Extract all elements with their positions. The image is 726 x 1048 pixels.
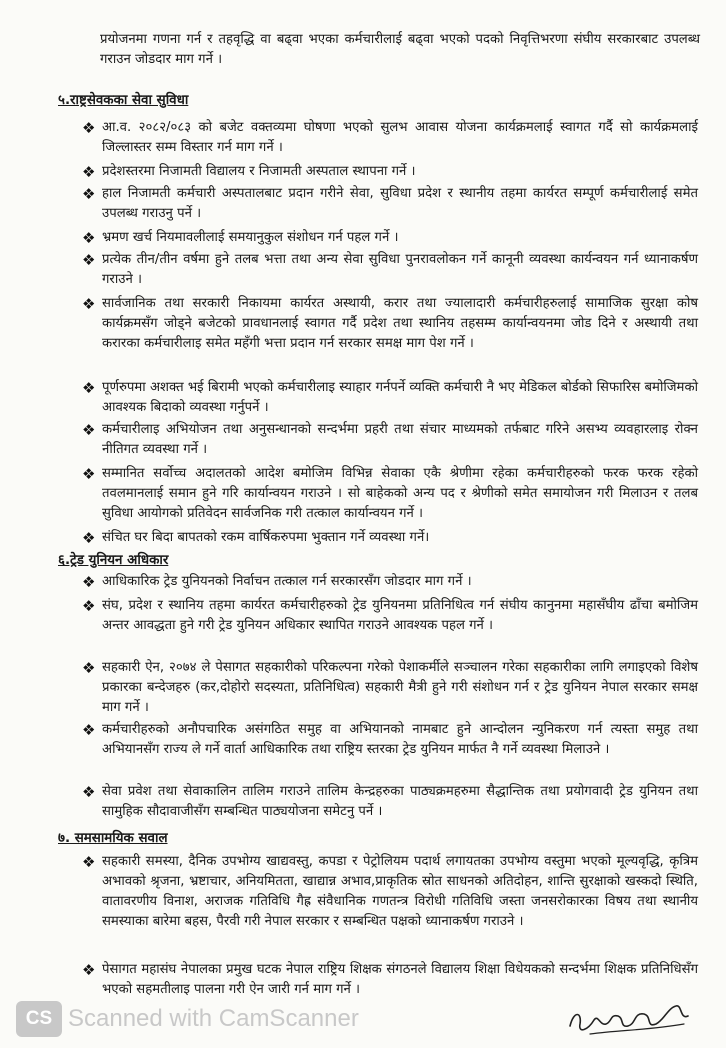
bullet-icon: ❖: [82, 783, 96, 801]
section-heading-trade-union: ६.ट्रेड युनियन अधिकार: [58, 553, 169, 568]
list-item: [82, 420, 698, 460]
list-item: [82, 852, 698, 932]
list-item-text: आधिकारिक ट्रेड युनियनको निर्वाचन तत्काल गर्न सरकारसँग जोडदार माग गर्ने ।: [102, 574, 472, 589]
list-item: [82, 528, 698, 548]
list-item: [82, 294, 698, 354]
bullet-icon: ❖: [82, 185, 96, 203]
bullet-icon: ❖: [82, 229, 96, 247]
bullet-icon: ❖: [82, 597, 96, 615]
camscanner-logo: CS: [16, 1001, 62, 1037]
list-item-text: भ्रमण खर्च नियमावलीलाई समयानुकुल संशोधन गर्न पहल गर्ने ।: [102, 230, 399, 245]
intro-paragraph: प्रयोजनमा गणना गर्न र तहवृद्धि वा बढ्‍वा भएका कर्मचारीलाई बढ्‍वा भएको पदको निवृत्तिभरणा संघीय सरकारबाट उपलब्ध गराउन जोडदार माग गर्ने ।: [100, 32, 700, 67]
list-item-text: पेसागत महासंघ नेपालका प्रमुख घटक नेपाल राष्ट्रिय शिक्षक संगठनले विद्यालय शिक्षा विधेयकको सन्दर्भमा शिक्षक प्रतिनिधिसँग भएको सहमतीलाइ पालना गरी ऐन जारी गर्न माग गर्ने ।: [102, 962, 698, 997]
list-item: [82, 464, 698, 524]
list-item-text: हाल निजामती कर्मचारी अस्पतालबाट प्रदान गरीने सेवा, सुविधा प्रदेश र स्थानीय तहमा कार्यरत सम्पूर्ण कर्मचारीलाई समेत उपलब्ध गराउनु पर्ने ।: [102, 186, 698, 221]
list-item: [82, 658, 698, 718]
list-item: [82, 378, 698, 418]
bullet-icon: ❖: [82, 961, 96, 979]
bullet-icon: ❖: [82, 119, 96, 137]
bullet-icon: ❖: [82, 465, 96, 483]
list-item-text: सम्मानित सर्वोच्च अदालतको आदेश बमोजिम विभिन्न सेवाका एकै श्रेणीमा रहेका कर्मचारीहरुको फरक फरक रहेको तवलमानलाई समान हुने गरि कार्यान्वयन गराउने । सो बाहेकको अन्य पद र श्रेणीको समेत समायोजन गरी मिलाउन र तलब सुविधा आयोगको प्रतिवेदन सार्वजनिक गरी तत्काल कार्यान्वयन गर्ने ।: [102, 466, 698, 521]
bullet-icon: ❖: [82, 721, 96, 739]
list-item-text: संचित घर बिदा बापतको रकम वार्षिकरुपमा भुक्तान गर्ने व्यवस्था गर्ने।: [102, 530, 430, 545]
bullet-icon: ❖: [82, 379, 96, 397]
list-item-text: संघ, प्रदेश र स्थानिय तहमा कार्यरत कर्मचारीहरुको ट्रेड युनियनमा प्रतिनिधित्व गर्न संघीय कानुनमा महासँघीय ढाँचा बमोजिम अन्तर आवद्धता हुने गरी ट्रेड युनियन अधिकार स्थापित गराउने आवश्यक पहल गर्ने ।: [102, 598, 698, 633]
bullet-icon: ❖: [82, 295, 96, 313]
list-item-text: सहकारी समस्या, दैनिक उपभोग्य खाद्यवस्तु, कपडा र पेट्रोलियम पदार्थ लगायतका उपभोग्य वस्तुमा भएको मूल्यवृद्धि, कृत्रिम अभावको श्रृजना, भ्रष्टाचार, अनियमितता, खाद्यान्न अभाव,प्राकृतिक स्रोत साधनको अतिदोहन, शान्ति सुरक्षाको खस्कदो स्थिति, वातावरणीय विनाश, अराजक गतिविधि गैह्र संवैधानिक गणतन्त्र विरोधी गतिविधि जस्ता जनसरोकारका विषय तथा स्थानीय समस्याका बारेमा बहस, पैरवी गरी नेपाल सरकार र सम्बन्धित पक्षको ध्यानाकर्षण गराउने ।: [102, 854, 698, 929]
list-item: [82, 250, 698, 290]
list-item: [82, 720, 698, 760]
bullet-icon: ❖: [82, 421, 96, 439]
list-item: [82, 596, 698, 636]
list-item-text: कर्मचारीहरुको अनौपचारिक असंगठित समुह वा अभियानको नामबाट हुने आन्दोलन न्युनिकरण गर्न त्यस्ता समुह तथा अभियानसँग राज्य ले गर्ने वार्ता आधिकारिक तथा राष्ट्रिय स्तरका ट्रेड युनियन मार्फत नै गर्ने व्यवस्था मिलाउने ।: [102, 722, 698, 757]
list-item-text: सार्वजानिक तथा सरकारी निकायमा कार्यरत अस्थायी, करार तथा ज्यालादारी कर्मचारीहरुलाई सामाजिक सुरक्षा कोष कार्यक्रमसँग जोड्ने बजेटको प्रावधानलाई स्वागत गर्दै प्रदेश तथा स्थानिय तहसम्म कार्यान्वयनमा जोड दिने र अस्थायी तथा करारका कर्मचारीलाइ समेत महँगी भत्ता प्रदान गर्न सरकार समक्ष माग पेश गर्ने ।: [102, 296, 698, 351]
list-item-text: सेवा प्रवेश तथा सेवाकालिन तालिम गराउने तालिम केन्द्रहरुका पाठ्यक्रमहरुमा सैद्धान्तिक तथा प्रयोगवादी ट्रेड युनियन तथा सामुहिक सौदावाजीसँग सम्बन्धित पाठ्ययोजना समेटनु पर्ने ।: [102, 784, 698, 819]
list-item-text: आ.व. २०८२/०८३ को बजेट वक्तव्यमा घोषणा भएको सुलभ आवास योजना कार्यक्रमलाई स्वागत गर्दै सो कार्यक्रमलाई जिल्लास्तर सम्म विस्तार गर्न माग गर्ने ।: [102, 120, 698, 155]
bullet-icon: ❖: [82, 573, 96, 591]
bullet-icon: ❖: [82, 659, 96, 677]
list-item: [82, 162, 698, 182]
section-heading-benefits: ५.राष्ट्रसेवकका सेवा सुविधा: [58, 93, 189, 108]
list-item: [82, 118, 698, 158]
list-item: [82, 228, 698, 248]
bullet-icon: ❖: [82, 529, 96, 547]
list-item-text: सहकारी ऐन, २०७४ ले पेसागत सहकारीको परिकल्पना गरेको पेशाकर्मीले सञ्चालन गरेका सहकारीका लागि लगाइएको विशेष प्रकारका बन्देजहरु (कर,दोहोरो सदस्यता, प्रतिनिधित्व) सहकारी मैत्री हुने गरी संशोधन गर्न र ट्रेड युनियन नेपाल सरकार समक्ष माग गर्ने ।: [102, 660, 698, 715]
scanner-watermark: Scanned with CamScanner: [68, 1005, 359, 1032]
list-item-text: प्रदेशस्तरमा निजामती विद्यालय र निजामती अस्पताल स्थापना गर्ने ।: [102, 164, 416, 179]
signature-icon: [560, 990, 700, 1042]
list-item-text: पूर्णरुपमा अशक्त भई बिरामी भएको कर्मचारीलाइ स्याहार गर्नपर्ने व्यक्ति कर्मचारी नै भए मेडिकल बोर्डको सिफारिस बमोजिमको आवश्यक बिदाको व्यवस्था गर्नुपर्ने ।: [102, 380, 698, 415]
section-heading-current-issues: ७. समसामयिक सवाल: [58, 831, 168, 846]
bullet-icon: ❖: [82, 853, 96, 871]
bullet-icon: ❖: [82, 163, 96, 181]
list-item-text: कर्मचारीलाइ अभियोजन तथा अनुसन्धानको सन्दर्भमा प्रहरी तथा संचार माध्यमको तर्फबाट गरिने असभ्य व्यवहारलाइ रोक्न नीतिगत व्यवस्था गर्ने ।: [102, 422, 698, 457]
bullet-icon: ❖: [82, 251, 96, 269]
list-item: [82, 782, 698, 822]
list-item: [82, 184, 698, 224]
list-item-text: प्रत्येक तीन/तीन वर्षमा हुने तलब भत्ता तथा अन्य सेवा सुविधा पुनरावलोकन गर्ने कानूनी व्यवस्था कार्यन्वयन गर्न ध्यानाकर्षण गराउने ।: [102, 252, 698, 287]
list-item: [82, 572, 698, 592]
